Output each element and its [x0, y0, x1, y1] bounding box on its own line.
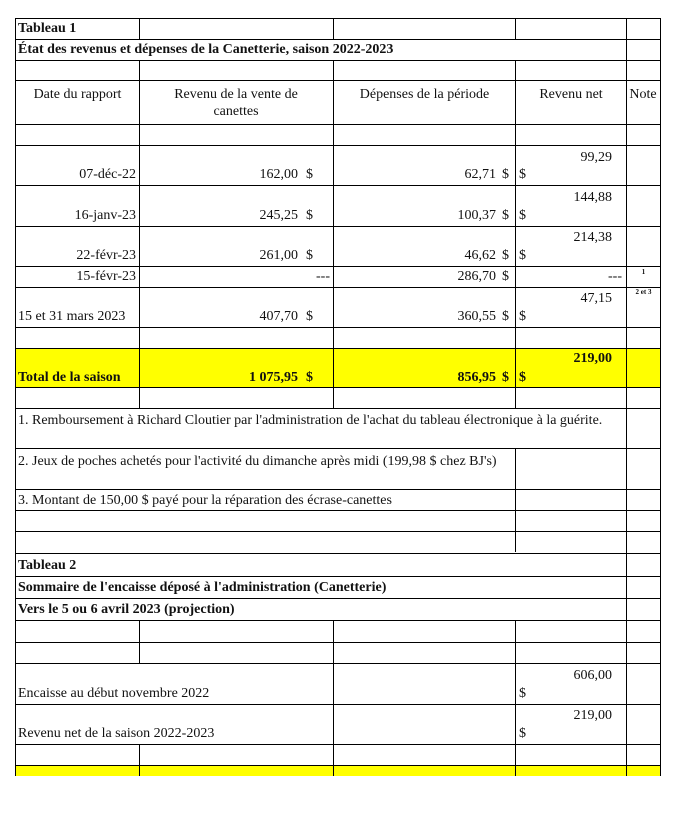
row-revenue-currency: $ [306, 248, 313, 263]
row-note: 1 [641, 268, 646, 276]
total-net-currency: $ [519, 370, 526, 385]
row-date: 15-févr-23 [76, 269, 136, 284]
row-expenses-currency: $ [502, 309, 509, 324]
row-net-currency: $ [519, 248, 526, 263]
row-revenue: --- [316, 269, 330, 284]
header-net: Revenu net [539, 87, 603, 102]
row-net-currency: $ [519, 167, 526, 182]
total-revenue: 1 075,95 [249, 370, 298, 385]
row-expenses: 62,71 [464, 167, 496, 182]
row-expenses-currency: $ [502, 167, 509, 182]
table2-row-currency: $ [519, 686, 526, 701]
note-3: 3. Montant de 150,00 $ payé pour la réparation des écrase-canettes [18, 493, 392, 508]
row-net: 99,29 [580, 150, 612, 165]
row-date: 07-déc-22 [79, 167, 136, 182]
table2-title: Sommaire de l'encaisse déposé à l'administration (Canetterie) [18, 580, 387, 595]
table2-row-value: 219,00 [573, 708, 612, 723]
row-date: 22-févr-23 [76, 248, 136, 263]
row-date: 15 et 31 mars 2023 [18, 309, 126, 324]
header-note: Note [629, 87, 657, 102]
row-revenue-currency: $ [306, 309, 313, 324]
header-date: Date du rapport [33, 87, 122, 102]
row-revenue-currency: $ [306, 208, 313, 223]
row-revenue: 245,25 [259, 208, 298, 223]
table2-subtitle: Vers le 5 ou 6 avril 2023 (projection) [18, 602, 235, 617]
table2-row-currency: $ [519, 726, 526, 741]
row-expenses: 286,70 [457, 269, 496, 284]
total-revenue-currency: $ [306, 370, 313, 385]
row-expenses: 100,37 [457, 208, 496, 223]
table1-title: État des revenus et dépenses de la Canetterie, saison 2022-2023 [18, 42, 394, 57]
table2-row-label: Revenu net de la saison 2022-2023 [18, 726, 215, 741]
table2-label: Tableau 2 [18, 558, 77, 573]
total-expenses: 856,95 [457, 370, 496, 385]
row-expenses: 360,55 [457, 309, 496, 324]
table1-label: Tableau 1 [18, 21, 77, 36]
row-note: 2 et 3 [635, 288, 652, 296]
row-net-currency: $ [519, 309, 526, 324]
row-revenue: 407,70 [259, 309, 298, 324]
row-expenses-currency: $ [502, 269, 509, 284]
note-2: 2. Jeux de poches achetés pour l'activité du dimanche après midi (199,98 $ chez BJ's) [18, 454, 497, 469]
row-expenses: 46,62 [464, 248, 496, 263]
note-1: 1. Remboursement à Richard Cloutier par l'administration de l'achat du tableau électronique à la guérite. [18, 413, 603, 428]
row-revenue: 162,00 [259, 167, 298, 182]
row-net: --- [608, 269, 622, 284]
row-net: 144,88 [573, 190, 612, 205]
total-label: Total de la saison [18, 370, 121, 385]
table2-row-label: Encaisse au début novembre 2022 [18, 686, 210, 701]
row-net: 47,15 [580, 291, 612, 306]
table2-row-value: 606,00 [573, 668, 612, 683]
row-date: 16-janv-23 [74, 208, 136, 223]
header-expenses: Dépenses de la période [359, 87, 490, 102]
row-revenue: 261,00 [259, 248, 298, 263]
row-net: 214,38 [573, 230, 612, 245]
row-revenue-currency: $ [306, 167, 313, 182]
table2-total-highlight [15, 766, 660, 776]
total-net: 219,00 [573, 351, 612, 366]
total-expenses-currency: $ [502, 370, 509, 385]
row-expenses-currency: $ [502, 248, 509, 263]
row-net-currency: $ [519, 208, 526, 223]
header-revenue: Revenu de la vente de canettes [174, 87, 298, 119]
row-expenses-currency: $ [502, 208, 509, 223]
